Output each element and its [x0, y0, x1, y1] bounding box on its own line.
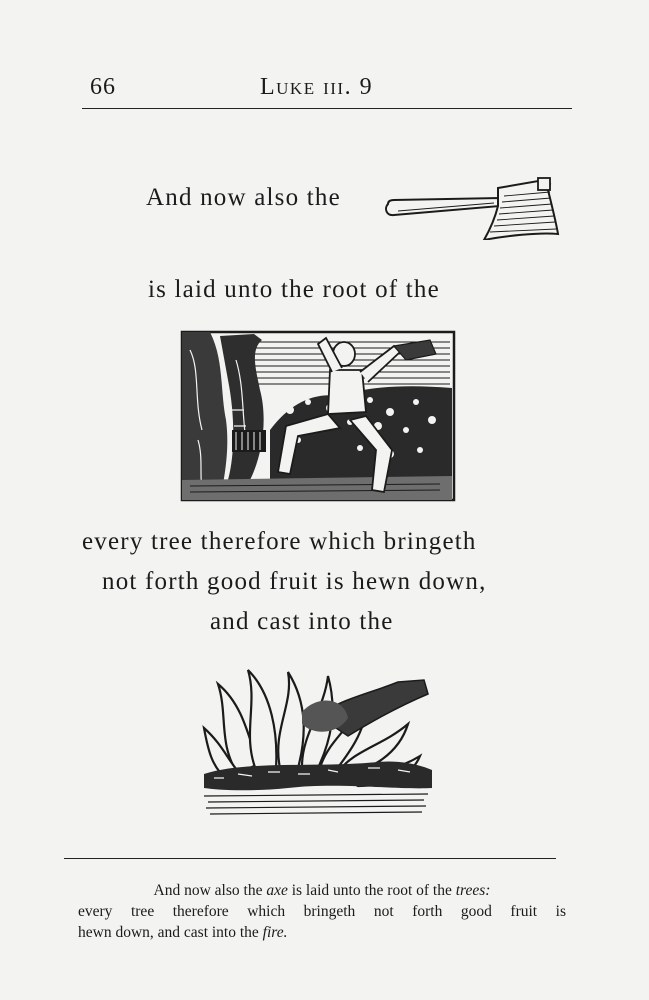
rebus-line-3: every tree therefore which bringeth: [82, 528, 477, 555]
footnote-trees: trees:: [455, 882, 491, 899]
rebus-line-4: not forth good fruit is hewn down,: [102, 568, 487, 595]
page-number: 66: [90, 74, 116, 100]
rebus-line-5: and cast into the: [210, 608, 394, 635]
woodcutter-trees-icon: [180, 330, 456, 502]
footnote-fire: fire.: [262, 924, 288, 941]
header-rule: [82, 108, 572, 109]
rebus-line-1: And now also the: [146, 184, 341, 211]
chapter-reference: Luke iii. 9: [260, 74, 374, 100]
footnote-axe: axe: [266, 882, 288, 899]
rebus-line-2: is laid unto the root of the: [148, 276, 440, 303]
running-head: [78, 72, 572, 104]
fire-icon: [198, 664, 434, 824]
footnote-line-2: every tree therefore which bringeth not forth good fruit is: [78, 903, 566, 920]
footnote-rule: [64, 858, 556, 859]
footnote-line-1: And now also the axe is laid unto the root of the trees:: [153, 882, 491, 899]
footnote: [78, 880, 566, 943]
axe-icon: [380, 174, 560, 240]
footnote-line-3: hewn down, and cast into the fire.: [78, 924, 288, 941]
